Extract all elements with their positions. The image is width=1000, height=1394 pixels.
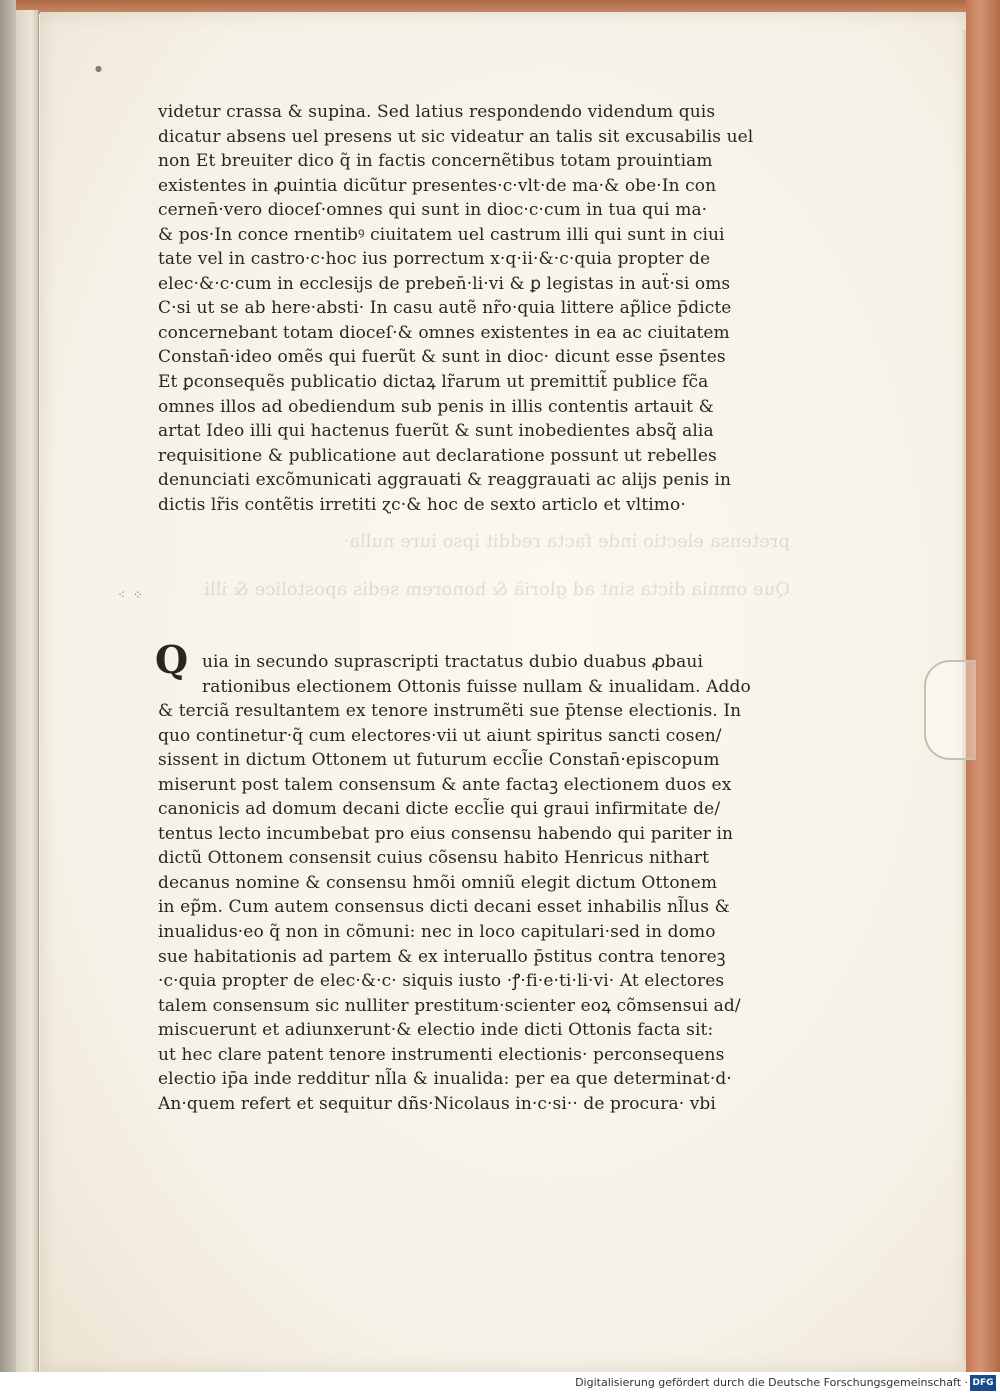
text-line: canonicis ad domum decani dicte eccl̃ie qui graui infirmitate de/ xyxy=(158,799,721,820)
text-line: Constan̄·ideo omẽs qui fuerũt & sunt in dioc· dicunt esse p̄sentes xyxy=(158,347,726,368)
text-line: tentus lecto incumbebat pro eius consensu habendo qui pariter in xyxy=(158,823,734,844)
show-through-line: Que omnia dicta sint ad gloriã & honorem sedis apostolice & illi xyxy=(204,579,790,600)
text-line: quo continetur·q̃ cum electores·vii ut aiunt spiritus sancti cosen/ xyxy=(158,725,722,746)
text-block-first xyxy=(158,100,770,517)
text-line: existentes in ꝓuintia dicũtur presentes·c·vlt·de ma·& obe·In con xyxy=(158,175,717,196)
text-line: artat Ideo illi qui hactenus fuerũt & sunt inobedientes absq̃ alia xyxy=(158,421,714,442)
text-line: dictis lr̃is contẽtis irretiti ɀc·& hoc de sexto articlo et vltimo· xyxy=(158,494,686,515)
text-line: & terciã resultantem ex tenore instrumẽti sue p̄tense electionis. In xyxy=(158,701,742,722)
text-line: decanus nomine & consensu hmõi omniũ elegit dictum Ottonem xyxy=(158,872,718,893)
page-tab-marker xyxy=(924,660,976,760)
text-line: non Et breuiter dico q̃ in factis concernẽtibus totam prouintiam xyxy=(158,151,713,172)
text-line: uia in secundo suprascripti tractatus dubio duabus ꝓbaui xyxy=(202,652,703,672)
text-line: rationibus electionem Ottonis fuisse nullam & inualidam. Addo xyxy=(202,676,751,697)
text-line: & pos·In conce rnentibꝰ ciuitatem uel castrum illi qui sunt in ciui xyxy=(158,224,725,245)
text-line: ·c·quia propter de elec·&·c· siquis iusto ·ꝭ·fi·e·ti·li·vi· At electores xyxy=(158,971,725,992)
text-line: ut hec clare patent tenore instrumenti electionis· perconsequens xyxy=(158,1044,725,1065)
text-line: C·si ut se ab here·absti· In casu autẽ nr̃o·quia littere ap̃lice p̄dicte xyxy=(158,298,732,319)
text-line: tate vel in castro·c·hoc ius porrectum x·q·ii·&·c·quia propter de xyxy=(158,249,711,270)
initial-letter: Q xyxy=(155,637,189,682)
text-line: requisitione & publicatione aut declaratione possunt ut rebelles xyxy=(158,445,717,466)
text-line: videtur crassa & supina. Sed latius respondendo videndum quis xyxy=(158,102,716,122)
text-line: denunciati excõmunicati aggrauati & reaggrauati ac alijs penis in xyxy=(158,470,732,491)
text-line: dictũ Ottonem consensit cuius cõsensu habito Henricus nithart xyxy=(158,848,710,869)
text-line: Et ꝑconsequẽs publicatio dictaꝝ lr̃arum ut premittit̃ publice fc̃a xyxy=(158,372,709,393)
text-block-second xyxy=(158,650,770,1116)
text-line: elec·&·c·cum in ecclesijs de preben̄·li·vi & ꝑ legistas in auẗ·si oms xyxy=(158,273,731,294)
text-line: in ep̃m. Cum autem consensus dicti decani esset inhabilis nl̃lus & xyxy=(158,897,730,918)
ink-smudge-mark: ⁖ ⁘ xyxy=(118,588,145,602)
footer-bar xyxy=(0,1372,1000,1394)
show-through-line: pretensa electio inde facta reddit ipso iure nulla· xyxy=(343,531,790,552)
book-gutter xyxy=(16,10,39,1372)
text-line: inualidus·eo q̃ non in cõmuni: nec in loco capitulari·sed in domo xyxy=(158,922,716,943)
text-line: miserunt post talem consensum & ante factaꝫ electionem duos ex xyxy=(158,774,732,795)
text-line: miscuerunt et adiunxerunt·& electio inde dicti Ottonis facta sit: xyxy=(158,1020,714,1041)
text-line: concernebant totam dioceſ·& omnes existentes in ea ac ciuitatem xyxy=(158,322,730,343)
text-line: An·quem refert et sequitur dñs·Nicolaus in·c·si·· de procura· vbi xyxy=(158,1093,716,1114)
ink-dot-mark: ● xyxy=(95,64,102,73)
text-line: omnes illos ad obediendum sub penis in illis contentis artauit & xyxy=(158,396,714,417)
text-line: electio ip̄a inde redditur nl̃la & inualida: per ea que determinat·d· xyxy=(158,1069,732,1090)
funding-credit: Digitalisierung gefördert durch die Deutsche Forschungsgemeinschaft · xyxy=(575,1376,968,1389)
text-line: dicatur absens uel presens ut sic videatur an talis sit excusabilis uel xyxy=(158,126,754,147)
text-line: sissent in dictum Ottonem ut futurum eccl̃ie Constan̄·episcopum xyxy=(158,750,720,771)
text-line: cernen̄·vero dioceſ·omnes qui sunt in dioc·c·cum in tua qui ma· xyxy=(158,200,708,221)
text-line: sue habitationis ad partem & ex interuallo p̄stitus contra tenoreꝫ xyxy=(158,946,726,967)
dfg-logo-icon: DFG xyxy=(970,1375,996,1391)
binding-board-left xyxy=(0,0,16,1372)
text-line: talem consensum sic nulliter prestitum·scienter eoꝝ cõmsensui ad/ xyxy=(158,995,741,1016)
